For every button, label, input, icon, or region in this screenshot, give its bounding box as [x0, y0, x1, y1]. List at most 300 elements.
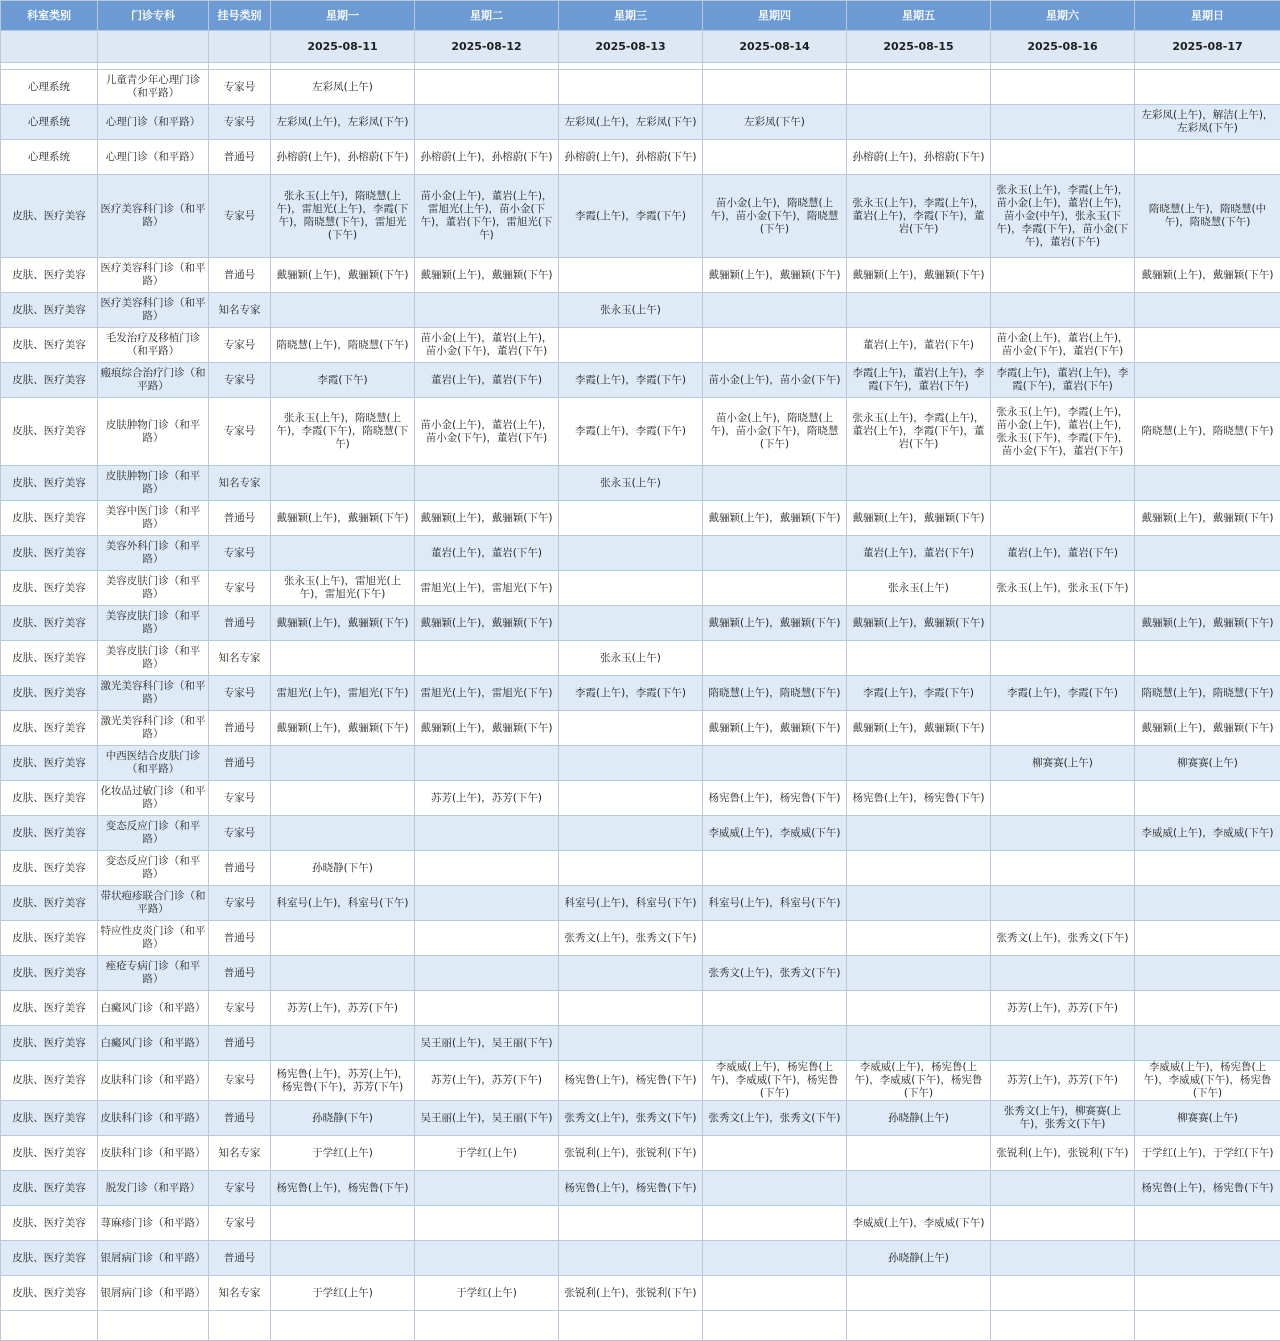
day-cell: 张秀文(上午)，张秀文(下午) — [703, 956, 847, 991]
clinic-cell: 医疗美容科门诊（和平路） — [98, 258, 209, 293]
day-cell — [415, 1241, 559, 1276]
day-cell: 戴骊颖(上午)，戴骊颖(下午) — [415, 606, 559, 641]
day-cell: 董岩(上午)，董岩(下午) — [847, 328, 991, 363]
day-cell: 李威威(上午)，李威威(下午) — [703, 816, 847, 851]
table-row — [1, 1206, 1280, 1241]
day-cell — [1135, 851, 1280, 886]
clinic-cell: 瘢痕综合治疗门诊（和平路） — [98, 363, 209, 398]
day-cell: 李霞(上午)，李霞(下午) — [991, 676, 1135, 711]
table-row — [1, 536, 1280, 571]
day-cell — [415, 1206, 559, 1241]
day-cell: 隋晓慧(上午)，隋晓慧(下午) — [271, 328, 415, 363]
day-cell — [415, 70, 559, 105]
day-cell: 李霞(上午)，李霞(下午) — [847, 676, 991, 711]
day-cell: 孙晓静(下午) — [271, 1101, 415, 1136]
clinic-cell: 皮肤科门诊（和平路） — [98, 1061, 209, 1101]
table-row — [1, 606, 1280, 641]
day-cell — [271, 956, 415, 991]
empty-cell — [847, 1311, 991, 1341]
table-row — [1, 921, 1280, 956]
dept-cell: 皮肤、医疗美容 — [1, 1026, 98, 1061]
clinic-cell: 白癜风门诊（和平路） — [98, 991, 209, 1026]
clinic-cell: 激光美容科门诊（和平路） — [98, 676, 209, 711]
dept-cell: 皮肤、医疗美容 — [1, 991, 98, 1026]
day-cell — [991, 258, 1135, 293]
day-cell: 杨宪鲁(上午)，杨宪鲁(下午) — [1135, 1171, 1280, 1206]
type-cell: 专家号 — [209, 70, 271, 105]
col-header-sun: 星期日 — [1135, 1, 1280, 31]
clinic-cell: 银屑病门诊（和平路） — [98, 1241, 209, 1276]
day-cell: 柳赛赛(上午) — [1135, 746, 1280, 781]
day-cell: 戴骊颖(上午)，戴骊颖(下午) — [703, 711, 847, 746]
table-row — [1, 501, 1280, 536]
day-cell — [991, 886, 1135, 921]
day-cell — [847, 466, 991, 501]
day-cell — [271, 816, 415, 851]
clinic-cell: 激光美容科门诊（和平路） — [98, 711, 209, 746]
col-header-sat: 星期六 — [991, 1, 1135, 31]
dept-cell: 皮肤、医疗美容 — [1, 536, 98, 571]
table-row — [1, 711, 1280, 746]
table-row — [1, 140, 1280, 175]
day-cell — [703, 1276, 847, 1311]
clinic-cell: 美容外科门诊（和平路） — [98, 536, 209, 571]
day-cell — [991, 1206, 1135, 1241]
dept-cell: 皮肤、医疗美容 — [1, 1101, 98, 1136]
day-cell: 左彩凤(上午)，左彩凤(下午) — [271, 105, 415, 140]
day-cell: 于学红(上午) — [271, 1136, 415, 1171]
day-cell: 张锐利(上午)，张锐利(下午) — [559, 1136, 703, 1171]
day-cell — [991, 956, 1135, 991]
day-cell: 吴王丽(上午)，吴王丽(下午) — [415, 1026, 559, 1061]
day-cell — [271, 1241, 415, 1276]
day-cell: 张锐利(上午)，张锐利(下午) — [559, 1276, 703, 1311]
dept-cell: 皮肤、医疗美容 — [1, 1171, 98, 1206]
table-row — [1, 676, 1280, 711]
type-cell: 普通号 — [209, 140, 271, 175]
day-cell — [991, 105, 1135, 140]
table-row — [1, 816, 1280, 851]
day-cell: 杨宪鲁(上午)，苏芳(上午)，杨宪鲁(下午)，苏芳(下午) — [271, 1061, 415, 1101]
day-cell — [847, 1026, 991, 1061]
type-cell: 专家号 — [209, 571, 271, 606]
empty-cell — [209, 1311, 271, 1341]
type-cell: 专家号 — [209, 536, 271, 571]
clinic-cell: 带状疱疹联合门诊（和平路） — [98, 886, 209, 921]
day-cell: 李威威(上午)，李威威(下午) — [847, 1206, 991, 1241]
day-cell — [991, 1171, 1135, 1206]
day-cell: 隋晓慧(上午)，隋晓慧(中午)，隋晓慧(下午) — [1135, 175, 1280, 258]
type-cell: 普通号 — [209, 258, 271, 293]
day-cell: 张秀文(上午)，张秀文(下午) — [559, 1101, 703, 1136]
day-cell: 李霞(上午)，李霞(下午) — [559, 398, 703, 466]
day-cell: 李威威(上午)，杨宪鲁(上午)，李威威(下午)，杨宪鲁(下午) — [1135, 1061, 1280, 1101]
dept-cell: 心理系统 — [1, 70, 98, 105]
col-header-fri: 星期五 — [847, 1, 991, 31]
dept-cell: 皮肤、医疗美容 — [1, 886, 98, 921]
table-row — [1, 363, 1280, 398]
day-cell — [703, 1241, 847, 1276]
day-cell: 隋晓慧(上午)，隋晓慧(下午) — [1135, 398, 1280, 466]
type-cell: 知名专家 — [209, 466, 271, 501]
day-cell — [703, 140, 847, 175]
day-cell — [991, 711, 1135, 746]
day-cell: 苗小金(上午)，董岩(上午)，苗小金(下午)，董岩(下午) — [991, 328, 1135, 363]
day-cell: 苏芳(上午)，苏芳(下午) — [991, 1061, 1135, 1101]
day-cell: 孙榕蔚(上午)，孙榕蔚(下午) — [847, 140, 991, 175]
type-cell: 知名专家 — [209, 293, 271, 328]
date-row — [1, 31, 1280, 63]
type-cell: 普通号 — [209, 956, 271, 991]
day-cell: 戴骊颖(上午)，戴骊颖(下午) — [1135, 711, 1280, 746]
day-cell — [559, 851, 703, 886]
type-cell: 知名专家 — [209, 1136, 271, 1171]
day-cell: 戴骊颖(上午)，戴骊颖(下午) — [1135, 606, 1280, 641]
table-row — [1, 1276, 1280, 1311]
table-row — [1, 781, 1280, 816]
day-cell — [415, 851, 559, 886]
day-cell — [415, 816, 559, 851]
table-row — [1, 175, 1280, 258]
dept-cell: 心理系统 — [1, 140, 98, 175]
col-header-mon: 星期一 — [271, 1, 415, 31]
day-cell: 雷旭光(上午)，雷旭光(下午) — [415, 676, 559, 711]
day-cell — [847, 991, 991, 1026]
day-cell: 戴骊颖(上午)，戴骊颖(下午) — [415, 501, 559, 536]
day-cell — [847, 1276, 991, 1311]
day-cell — [703, 746, 847, 781]
type-cell: 知名专家 — [209, 641, 271, 676]
day-cell: 戴骊颖(上午)，戴骊颖(下午) — [847, 258, 991, 293]
type-cell: 普通号 — [209, 711, 271, 746]
day-cell — [847, 956, 991, 991]
day-cell: 董岩(上午)，董岩(下午) — [415, 536, 559, 571]
empty-cell — [559, 1311, 703, 1341]
day-cell: 戴骊颖(上午)，戴骊颖(下午) — [271, 501, 415, 536]
day-cell — [559, 1206, 703, 1241]
day-cell — [1135, 363, 1280, 398]
dept-cell: 皮肤、医疗美容 — [1, 328, 98, 363]
empty-cell — [1135, 1311, 1280, 1341]
day-cell: 戴骊颖(上午)，戴骊颖(下午) — [271, 606, 415, 641]
type-cell: 专家号 — [209, 1061, 271, 1101]
day-cell — [703, 466, 847, 501]
day-cell: 隋晓慧(上午)，隋晓慧(下午) — [703, 676, 847, 711]
day-cell: 李威威(上午)，杨宪鲁(上午)，李威威(下午)，杨宪鲁(下午) — [703, 1061, 847, 1101]
date-cell-empty — [1, 31, 98, 63]
day-cell: 科室号(上午)，科室号(下午) — [559, 886, 703, 921]
day-cell: 董岩(上午)，董岩(下午) — [991, 536, 1135, 571]
dept-cell: 皮肤、医疗美容 — [1, 641, 98, 676]
type-cell: 专家号 — [209, 328, 271, 363]
day-cell — [559, 571, 703, 606]
day-cell — [1135, 140, 1280, 175]
table-row — [1, 293, 1280, 328]
day-cell — [703, 851, 847, 886]
day-cell: 张秀文(上午)，张秀文(下午) — [559, 921, 703, 956]
col-header-clinic: 门诊专科 — [98, 1, 209, 31]
day-cell: 李霞(上午)，董岩(上午)，李霞(下午)，董岩(下午) — [991, 363, 1135, 398]
dept-cell: 皮肤、医疗美容 — [1, 956, 98, 991]
day-cell: 孙榕蔚(上午)，孙榕蔚(下午) — [559, 140, 703, 175]
day-cell — [703, 70, 847, 105]
day-cell: 苏芳(上午)，苏芳(下午) — [415, 781, 559, 816]
day-cell: 苗小金(上午)，隋晓慧(上午)，苗小金(下午)，隋晓慧(下午) — [703, 175, 847, 258]
day-cell — [703, 293, 847, 328]
type-cell: 普通号 — [209, 921, 271, 956]
day-cell — [559, 746, 703, 781]
table-row — [1, 398, 1280, 466]
dept-cell: 皮肤、医疗美容 — [1, 398, 98, 466]
day-cell — [415, 105, 559, 140]
day-cell: 戴骊颖(上午)，戴骊颖(下午) — [847, 606, 991, 641]
day-cell — [415, 1171, 559, 1206]
day-cell — [1135, 641, 1280, 676]
dept-cell: 皮肤、医疗美容 — [1, 258, 98, 293]
type-cell: 普通号 — [209, 851, 271, 886]
dept-cell: 皮肤、医疗美容 — [1, 816, 98, 851]
day-cell — [703, 1171, 847, 1206]
day-cell — [415, 886, 559, 921]
day-cell — [847, 1171, 991, 1206]
spacer-row — [1, 63, 1280, 70]
day-cell — [991, 70, 1135, 105]
type-cell: 专家号 — [209, 676, 271, 711]
day-cell — [559, 70, 703, 105]
day-cell: 雷旭光(上午)，雷旭光(下午) — [415, 571, 559, 606]
day-cell: 戴骊颖(上午)，戴骊颖(下午) — [703, 501, 847, 536]
clinic-cell: 医疗美容科门诊（和平路） — [98, 175, 209, 258]
day-cell — [415, 641, 559, 676]
day-cell — [991, 606, 1135, 641]
date-sat: 2025-08-16 — [991, 31, 1135, 63]
day-cell: 戴骊颖(上午)，戴骊颖(下午) — [847, 501, 991, 536]
clinic-cell: 脱发门诊（和平路） — [98, 1171, 209, 1206]
dept-cell: 皮肤、医疗美容 — [1, 175, 98, 258]
table-row — [1, 105, 1280, 140]
day-cell: 苏芳(上午)，苏芳(下午) — [415, 1061, 559, 1101]
clinic-cell: 皮肤肿物门诊（和平路） — [98, 466, 209, 501]
schedule-body — [1, 70, 1280, 1341]
dept-cell: 皮肤、医疗美容 — [1, 571, 98, 606]
table-row — [1, 1026, 1280, 1061]
day-cell — [559, 258, 703, 293]
day-cell: 苗小金(上午)，董岩(上午)，雷旭光(上午)，苗小金(下午)，董岩(下午)，雷旭光(下午) — [415, 175, 559, 258]
dept-cell: 皮肤、医疗美容 — [1, 1136, 98, 1171]
day-cell: 戴骊颖(上午)，戴骊颖(下午) — [271, 258, 415, 293]
day-cell — [991, 1241, 1135, 1276]
day-cell — [1135, 1026, 1280, 1061]
dept-cell: 皮肤、医疗美容 — [1, 851, 98, 886]
day-cell: 柳赛赛(上午) — [991, 746, 1135, 781]
day-cell: 董岩(上午)，董岩(下午) — [415, 363, 559, 398]
type-cell: 专家号 — [209, 1206, 271, 1241]
type-cell: 专家号 — [209, 886, 271, 921]
day-cell: 张永玉(上午)，张永玉(下午) — [991, 571, 1135, 606]
day-cell: 苏芳(上午)，苏芳(下午) — [991, 991, 1135, 1026]
type-cell: 专家号 — [209, 991, 271, 1026]
day-cell — [415, 956, 559, 991]
day-cell — [559, 1241, 703, 1276]
day-cell: 李霞(上午)，李霞(下午) — [559, 363, 703, 398]
dept-cell: 皮肤、医疗美容 — [1, 746, 98, 781]
day-cell — [991, 851, 1135, 886]
day-cell: 张永玉(上午)，李霞(上午)，董岩(上午)，李霞(下午)，董岩(下午) — [847, 398, 991, 466]
day-cell — [271, 293, 415, 328]
clinic-cell: 心理门诊（和平路） — [98, 105, 209, 140]
table-row — [1, 70, 1280, 105]
day-cell: 张永玉(上午) — [559, 466, 703, 501]
type-cell: 专家号 — [209, 105, 271, 140]
day-cell: 雷旭光(上午)，雷旭光(下午) — [271, 676, 415, 711]
day-cell — [559, 536, 703, 571]
day-cell — [415, 991, 559, 1026]
day-cell — [703, 1206, 847, 1241]
day-cell: 张永玉(上午)，李霞(上午)，董岩(上午)，李霞(下午)，董岩(下午) — [847, 175, 991, 258]
day-cell — [271, 921, 415, 956]
dept-cell: 皮肤、医疗美容 — [1, 1061, 98, 1101]
day-cell — [559, 501, 703, 536]
day-cell: 戴骊颖(上午)，戴骊颖(下午) — [703, 258, 847, 293]
dept-cell: 皮肤、医疗美容 — [1, 466, 98, 501]
day-cell: 戴骊颖(上午)，戴骊颖(下午) — [1135, 258, 1280, 293]
day-cell — [271, 536, 415, 571]
day-cell — [271, 1206, 415, 1241]
clinic-cell: 痤疮专病门诊（和平路） — [98, 956, 209, 991]
date-cell-empty — [98, 31, 209, 63]
day-cell: 李霞(上午)，董岩(上午)，李霞(下午)，董岩(下午) — [847, 363, 991, 398]
dept-cell: 皮肤、医疗美容 — [1, 921, 98, 956]
day-cell: 隋晓慧(上午)，隋晓慧(下午) — [1135, 676, 1280, 711]
empty-cell — [98, 1311, 209, 1341]
day-cell: 李霞(上午)，李霞(下午) — [559, 175, 703, 258]
table-row — [1, 571, 1280, 606]
table-row — [1, 1136, 1280, 1171]
day-cell — [271, 746, 415, 781]
day-cell: 李霞(下午) — [271, 363, 415, 398]
day-cell — [847, 641, 991, 676]
dept-cell: 皮肤、医疗美容 — [1, 1241, 98, 1276]
clinic-cell: 儿童青少年心理门诊（和平路） — [98, 70, 209, 105]
day-cell — [1135, 1276, 1280, 1311]
day-cell — [847, 105, 991, 140]
day-cell: 杨宪鲁(上午)，杨宪鲁(下午) — [847, 781, 991, 816]
day-cell — [559, 1026, 703, 1061]
day-cell — [271, 1026, 415, 1061]
day-cell: 左彩凤(上午)，左彩凤(下午) — [559, 105, 703, 140]
clinic-cell: 变态反应门诊（和平路） — [98, 851, 209, 886]
day-cell: 张秀文(上午)，柳赛赛(上午)，张秀文(下午) — [991, 1101, 1135, 1136]
day-cell — [1135, 921, 1280, 956]
type-cell: 专家号 — [209, 363, 271, 398]
day-cell — [991, 501, 1135, 536]
table-row — [1, 328, 1280, 363]
day-cell: 张永玉(上午) — [559, 293, 703, 328]
day-cell — [991, 293, 1135, 328]
col-header-tue: 星期二 — [415, 1, 559, 31]
table-row — [1, 1061, 1280, 1101]
day-cell — [415, 921, 559, 956]
day-cell: 于学红(上午)，于学红(下午) — [1135, 1136, 1280, 1171]
type-cell: 专家号 — [209, 816, 271, 851]
day-cell — [991, 140, 1135, 175]
table-row — [1, 956, 1280, 991]
clinic-cell: 中西医结合皮肤门诊（和平路） — [98, 746, 209, 781]
type-cell: 普通号 — [209, 1026, 271, 1061]
header-row — [1, 1, 1280, 31]
day-cell: 戴骊颖(上午)，戴骊颖(下午) — [415, 711, 559, 746]
date-tue: 2025-08-12 — [415, 31, 559, 63]
date-cell-empty — [209, 31, 271, 63]
day-cell — [703, 641, 847, 676]
day-cell: 张永玉(上午)，雷旭光(上午)，雷旭光(下午) — [271, 571, 415, 606]
day-cell: 张永玉(上午)，隋晓慧(上午)，雷旭光(上午)，李霞(下午)，隋晓慧(下午)，雷旭光(下午) — [271, 175, 415, 258]
clinic-cell: 特应性皮炎门诊（和平路） — [98, 921, 209, 956]
table-row — [1, 851, 1280, 886]
day-cell: 张永玉(上午) — [559, 641, 703, 676]
type-cell: 普通号 — [209, 606, 271, 641]
date-thu: 2025-08-14 — [703, 31, 847, 63]
day-cell — [847, 293, 991, 328]
day-cell: 张永玉(上午) — [847, 571, 991, 606]
empty-cell — [991, 1311, 1135, 1341]
day-cell: 杨宪鲁(上午)，杨宪鲁(下午) — [559, 1061, 703, 1101]
table-row — [1, 641, 1280, 676]
type-cell: 专家号 — [209, 1171, 271, 1206]
day-cell — [703, 571, 847, 606]
day-cell: 戴骊颖(上午)，戴骊颖(下午) — [415, 258, 559, 293]
day-cell — [1135, 956, 1280, 991]
day-cell: 左彩凤(上午)，解洁(上午)，左彩凤(下午) — [1135, 105, 1280, 140]
day-cell: 左彩凤(下午) — [703, 105, 847, 140]
clinic-cell: 化妆品过敏门诊（和平路） — [98, 781, 209, 816]
day-cell — [1135, 70, 1280, 105]
table-row — [1, 1171, 1280, 1206]
day-cell — [271, 466, 415, 501]
day-cell: 苏芳(上午)，苏芳(下午) — [271, 991, 415, 1026]
dept-cell: 皮肤、医疗美容 — [1, 1206, 98, 1241]
day-cell: 柳赛赛(上午) — [1135, 1101, 1280, 1136]
day-cell — [415, 293, 559, 328]
dept-cell: 皮肤、医疗美容 — [1, 711, 98, 746]
day-cell — [1135, 1206, 1280, 1241]
day-cell: 科室号(上午)，科室号(下午) — [703, 886, 847, 921]
day-cell: 张锐利(上午)，张锐利(下午) — [991, 1136, 1135, 1171]
day-cell: 孙晓静(上午) — [847, 1241, 991, 1276]
day-cell — [1135, 781, 1280, 816]
day-cell — [847, 816, 991, 851]
clinic-cell: 心理门诊（和平路） — [98, 140, 209, 175]
day-cell: 杨宪鲁(上午)，杨宪鲁(下午) — [703, 781, 847, 816]
clinic-cell: 变态反应门诊（和平路） — [98, 816, 209, 851]
day-cell — [847, 851, 991, 886]
dept-cell: 皮肤、医疗美容 — [1, 676, 98, 711]
day-cell — [703, 921, 847, 956]
clinic-cell: 皮肤科门诊（和平路） — [98, 1136, 209, 1171]
day-cell: 于学红(上午) — [271, 1276, 415, 1311]
day-cell: 董岩(上午)，董岩(下午) — [847, 536, 991, 571]
date-wed: 2025-08-13 — [559, 31, 703, 63]
day-cell — [559, 991, 703, 1026]
day-cell — [559, 711, 703, 746]
day-cell — [847, 746, 991, 781]
day-cell: 戴骊颖(上午)，戴骊颖(下午) — [847, 711, 991, 746]
day-cell — [559, 956, 703, 991]
day-cell — [271, 781, 415, 816]
day-cell — [1135, 328, 1280, 363]
day-cell: 苗小金(上午)，董岩(上午)，苗小金(下午)，董岩(下午) — [415, 328, 559, 363]
day-cell: 杨宪鲁(上午)，杨宪鲁(下午) — [559, 1171, 703, 1206]
